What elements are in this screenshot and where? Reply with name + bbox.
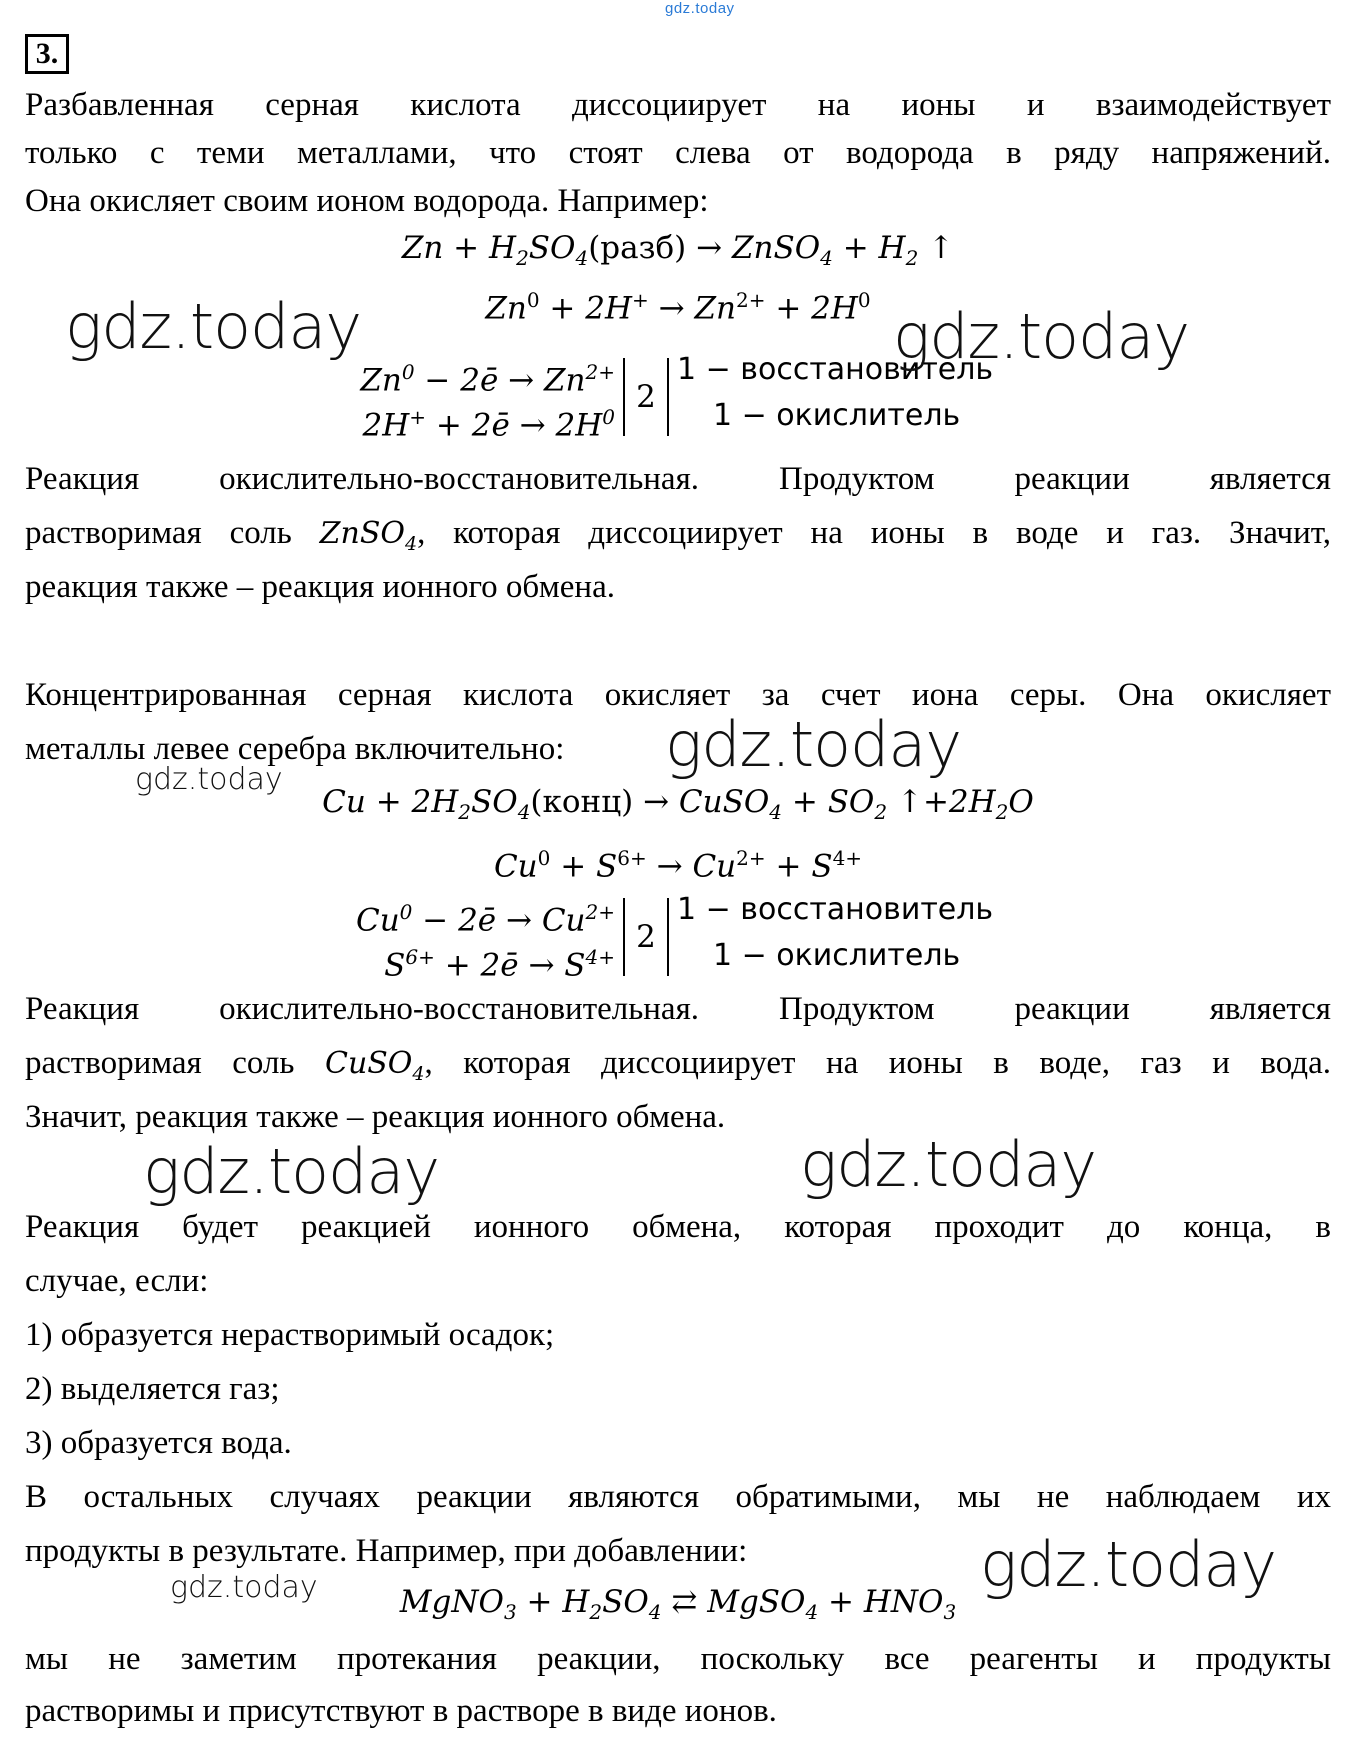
equation-zn-h2so4-dilute: $Zn + H_2SO_4(разб)$ → ZnSO$_4$ + $H_2$ ↑	[401, 230, 955, 271]
condition-item-2: 2) выделяется газ;	[25, 1371, 280, 1407]
half-reaction-h: 2H+ + 2ē → $2H^0$	[362, 405, 615, 444]
equation-mgno3-h2so4: MgNO$_3$ + $H_2SO_4$ ⇄ MgSO$_4$ + $HNO_3$	[399, 1584, 957, 1625]
s1-conclusion-line2-a: растворимая соль	[25, 515, 292, 551]
oxidizer-label-1: 1 − окислитель	[713, 398, 961, 433]
s2-conclusion-line1: Реакция окислительно-восстановительная. Продуктом реакции является	[25, 991, 1331, 1027]
conc-label: (конц)	[530, 784, 634, 820]
s3-line2: случае, если:	[25, 1263, 209, 1299]
s3-reversible-line1: В остальных случаях реакции являются обратимыми, мы не наблюдаем их	[25, 1479, 1331, 1515]
s2-conclusion-line2-a: растворимая соль	[25, 1045, 295, 1081]
s2-intro-line2: металлы левее серебра включительно:	[25, 731, 565, 767]
watermark-5: gdz.today	[143, 1135, 440, 1208]
watermark-8: gdz.today	[170, 1570, 318, 1605]
equation-cu-h2so4-conc: $Cu + 2H_2SO_4(конц)$ → CuSO$_4$ + $SO_2$ $↑+2H_2O$	[322, 784, 1034, 825]
condition-item-3: 3) образуется вода.	[25, 1425, 292, 1461]
reducer-label-2: 1 − восстановитель	[677, 892, 994, 927]
s2-intro-line1: Концентрированная серная кислота окисляет за счет иона серы. Она окисляет	[25, 677, 1331, 713]
s1-conclusion-line1: Реакция окислительно-восстановительная. Продуктом реакции является	[25, 461, 1331, 497]
s3-final-line1: мы не заметим протекания реакции, поскольку все реагенты и продукты	[25, 1641, 1331, 1677]
s1-intro-line2: только с теми металлами, что стоят слева от водорода в ряду напряжений.	[25, 135, 1331, 171]
watermark-2: gdz.today	[893, 300, 1190, 373]
half-reaction-zn: $Zn^0$ − 2ē → $Zn^{2+}$	[360, 360, 615, 399]
watermark-4: gdz.today	[135, 762, 283, 797]
top-watermark: gdz.today	[665, 0, 735, 17]
s1-intro-line1: Разбавленная серная кислота диссоциирует на ионы и взаимодействует	[25, 87, 1331, 123]
s1-conclusion-line3: реакция также – реакция ионного обмена.	[25, 569, 615, 605]
ionic-equation-zn: $Zn^0 + 2H^+ \to Zn^{2+} + 2H^0$	[485, 288, 871, 327]
document-page	[25, 0, 1331, 1735]
watermark-1: gdz.today	[65, 290, 362, 363]
oxidizer-label-2: 1 − окислитель	[713, 938, 961, 973]
redox-coefficient-2: 2	[623, 898, 669, 976]
task-number: 3.	[25, 34, 69, 74]
cuso4-inline: CuSO$_4$	[324, 1046, 425, 1085]
znso4-inline: ZnSO$_4$	[319, 516, 418, 555]
s3-final-line2: растворимы и присутствуют в растворе в виде ионов.	[25, 1693, 777, 1729]
s2-conclusion-line3: Значит, реакция также – реакция ионного обмена.	[25, 1099, 726, 1135]
ionic-equation-cu: $Cu^0 + S^{6+} \to Cu^{2+} + S^{4+}$	[493, 846, 863, 885]
s3-reversible-line2: продукты в результате. Например, при добавлении:	[25, 1533, 748, 1569]
half-reaction-cu: $Cu^0$ − 2ē → $Cu^{2+}$	[355, 900, 615, 939]
dilute-label: (разб)	[588, 230, 687, 266]
s3-line1: Реакция будет реакцией ионного обмена, которая проходит до конца, в	[25, 1209, 1331, 1245]
half-reaction-s: $S^{6+}$ + 2ē → $S^{4+}$	[384, 945, 615, 984]
s1-intro-line3: Она окисляет своим ионом водорода. Например:	[25, 183, 709, 219]
watermark-7: gdz.today	[980, 1528, 1277, 1601]
reducer-label-1: 1 − восстановитель	[677, 352, 994, 387]
redox-coefficient-1: 2	[623, 358, 669, 436]
s2-conclusion-line2-b: , которая диссоциирует на ионы в воде, газ и вода.	[424, 1045, 1331, 1081]
watermark-6: gdz.today	[800, 1128, 1097, 1201]
condition-item-1: 1) образуется нерастворимый осадок;	[25, 1317, 555, 1353]
watermark-3: gdz.today	[665, 708, 962, 781]
s1-conclusion-line2-b: , которая диссоциирует на ионы в воде и газ. Значит,	[417, 515, 1331, 551]
